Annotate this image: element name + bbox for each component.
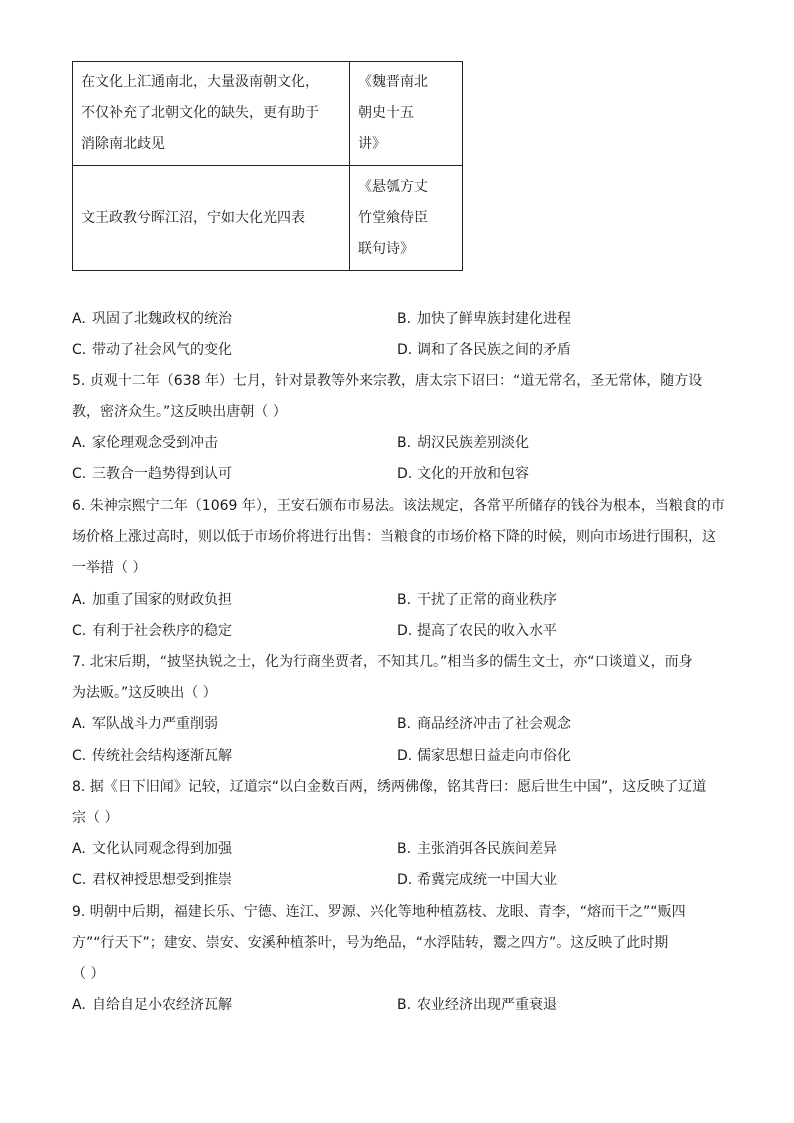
question-6-line: 场价格上涨过高时，则以低于市场价将进行出售：当粮食的市场价格下降的时候，则向市场进行围积，这 — [72, 529, 716, 545]
question-9-line: 9. 明朝中后期，福建长乐、宁德、连江、罗源、兴化等地种植荔枝、龙眼、青李，“熔而干之”“贩四 — [72, 904, 686, 920]
question-6-line: 6. 朱神宗熙宁二年（1069 年），王安石颁布市易法。该法规定，各常平所储存的钱谷为根本，当粮食的市 — [72, 498, 725, 514]
option-b[interactable] — [397, 309, 571, 329]
option-letter: C. — [72, 342, 87, 358]
quote-line: 不仅补充了北朝文化的缺失，更有助于 — [81, 105, 319, 121]
source-line: 《魏晋南北 — [358, 74, 428, 90]
quote-line: 文王政教兮晖江沼，宁如大化光四表 — [81, 209, 305, 226]
source-line: 讲》 — [358, 136, 386, 152]
option-b[interactable] — [397, 590, 557, 610]
option-letter: B. — [397, 311, 412, 327]
option-letter: D. — [397, 872, 413, 888]
option-c[interactable] — [72, 870, 232, 890]
option-text: 加重了国家的财政负担 — [92, 592, 232, 608]
option-text: 家伦理观念受到冲击 — [92, 435, 218, 451]
option-text: 希冀完成统一中国大业 — [417, 872, 557, 888]
option-text: 有利于社会秩序的稳定 — [92, 623, 232, 639]
option-letter: C. — [72, 748, 87, 764]
table-row — [73, 62, 463, 166]
option-a[interactable] — [72, 590, 232, 610]
option-letter: A. — [72, 997, 86, 1013]
option-letter: A. — [72, 592, 86, 608]
option-text: 农业经济出现严重衰退 — [417, 997, 557, 1013]
option-text: 自给自足小农经济瓦解 — [92, 997, 232, 1013]
option-c[interactable] — [72, 621, 232, 641]
option-a[interactable] — [72, 309, 232, 329]
option-b[interactable] — [397, 995, 557, 1015]
option-text: 文化认同观念得到加强 — [92, 841, 232, 857]
option-a[interactable] — [72, 839, 232, 859]
option-text: 军队战斗力严重削弱 — [92, 716, 218, 732]
option-letter: B. — [397, 435, 412, 451]
option-d[interactable] — [397, 340, 571, 360]
option-letter: C. — [72, 466, 87, 482]
option-text: 调和了各民族之间的矛盾 — [417, 342, 571, 358]
option-letter: D. — [397, 748, 413, 764]
option-a[interactable] — [72, 714, 218, 734]
option-a[interactable] — [72, 433, 218, 453]
source-line: 朝史十五 — [358, 105, 414, 121]
option-text: 主张消弭各民族间差异 — [417, 841, 557, 857]
option-c[interactable] — [72, 340, 232, 360]
option-letter: B. — [397, 841, 412, 857]
option-text: 三教合一趋势得到认可 — [92, 466, 232, 482]
option-d[interactable] — [397, 464, 529, 484]
option-letter: A. — [72, 716, 86, 732]
option-letter: A. — [72, 841, 86, 857]
option-letter: A. — [72, 311, 86, 327]
option-a[interactable] — [72, 995, 232, 1015]
option-d[interactable] — [397, 746, 571, 766]
option-text: 带动了社会风气的变化 — [92, 342, 232, 358]
source-line: 联句诗》 — [358, 240, 414, 257]
option-text: 传统社会结构逐渐瓦解 — [92, 748, 232, 764]
question-6-line: 一举措（ ） — [72, 560, 147, 576]
option-b[interactable] — [397, 839, 557, 859]
option-letter: D. — [397, 342, 413, 358]
option-b[interactable] — [397, 714, 571, 734]
option-letter: A. — [72, 435, 86, 451]
option-text: 儒家思想日益走向市俗化 — [417, 748, 571, 764]
option-text: 巩固了北魏政权的统治 — [92, 311, 232, 327]
table-quote-cell — [73, 166, 350, 271]
option-d[interactable] — [397, 621, 557, 641]
option-d[interactable] — [397, 870, 557, 890]
option-letter: B. — [397, 716, 412, 732]
question-7-line: 为法贩。”这反映出（ ） — [72, 685, 217, 701]
option-letter: C. — [72, 623, 87, 639]
option-text: 胡汉民族差别淡化 — [417, 435, 529, 451]
question-5-line: 教，密济众生。”这反映出唐朝（ ） — [72, 404, 287, 420]
source-line: 竹堂飨侍臣 — [358, 209, 428, 226]
option-c[interactable] — [72, 746, 232, 766]
quote-line: 消除南北歧见 — [81, 136, 165, 152]
question-9-line: （ ） — [72, 966, 105, 982]
table-quote-cell — [73, 62, 350, 166]
table-row — [73, 166, 463, 271]
source-table — [72, 61, 463, 271]
option-c[interactable] — [72, 464, 232, 484]
option-letter: D. — [397, 466, 413, 482]
question-8-line: 宗（ ） — [72, 810, 119, 826]
option-text: 君权神授思想受到推崇 — [92, 872, 232, 888]
quote-line: 在文化上汇通南北，大量汲南朝文化， — [81, 74, 319, 90]
option-letter: B. — [397, 997, 412, 1013]
table-source-cell — [350, 62, 463, 166]
question-9-line: 方”“行天下”；建安、崇安、安溪种植茶叶，号为绝品，“水浮陆转，鬻之四方”。这反映了此时期 — [72, 935, 669, 951]
option-b[interactable] — [397, 433, 529, 453]
option-text: 商品经济冲击了社会观念 — [417, 716, 571, 732]
option-letter: D. — [397, 623, 413, 639]
option-text: 干扰了正常的商业秩序 — [417, 592, 557, 608]
question-7-line: 7. 北宋后期，“披坚执锐之士，化为行商坐贾者，不知其几。”相当多的儒生文士，亦“口谈道义，而身 — [72, 654, 693, 670]
table-source-cell — [350, 166, 463, 271]
source-line: 《悬瓠方丈 — [358, 178, 428, 195]
option-letter: C. — [72, 872, 87, 888]
question-8-line: 8. 据《日下旧闻》记较，辽道宗“以白金数百两，绣两佛像，铭其背曰：愿后世生中国”，这反映了辽道 — [72, 779, 707, 795]
option-text: 提高了农民的收入水平 — [417, 623, 557, 639]
question-5-line: 5. 贞观十二年（638 年）七月，针对景教等外来宗教，唐太宗下诏曰：“道无常名，圣无常体，随方设 — [72, 373, 703, 389]
option-text: 加快了鲜卑族封建化进程 — [417, 311, 571, 327]
option-text: 文化的开放和包容 — [417, 466, 529, 482]
option-letter: B. — [397, 592, 412, 608]
